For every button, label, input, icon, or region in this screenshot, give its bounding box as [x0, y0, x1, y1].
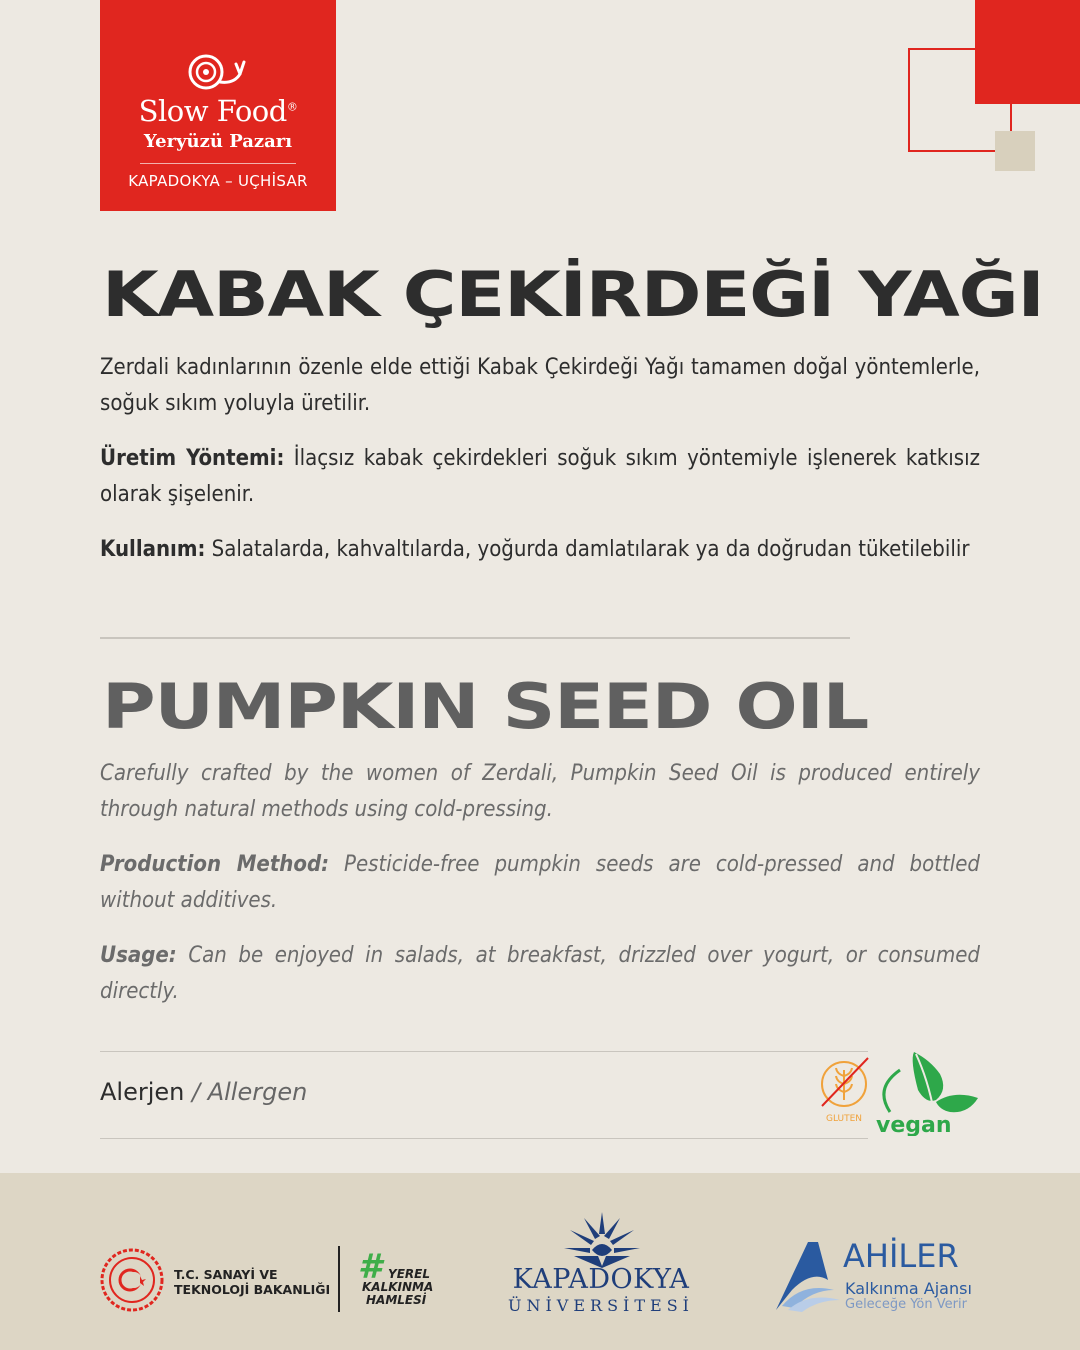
- allergen-divider-top: [100, 1051, 868, 1052]
- turkish-usage: [100, 532, 980, 568]
- english-usage-text: Can be enjoyed in salads, at breakfast, drizzled over yogurt, or consumed directly.: [100, 943, 980, 1004]
- agency-subtitle: Kalkınma Ajansı: [845, 1279, 972, 1298]
- english-title: PUMPKIN SEED OIL: [102, 670, 869, 743]
- footer-separator: [338, 1246, 340, 1312]
- campaign-line-3: HAMLESİ: [366, 1293, 427, 1307]
- english-usage-label: Usage:: [100, 943, 177, 968]
- university-name: KAPADOKYA: [512, 1264, 690, 1295]
- logo-divider: [140, 163, 296, 164]
- brand-subtitle: Yeryüzü Pazarı: [143, 131, 293, 152]
- turkish-usage-label: Kullanım:: [100, 537, 206, 562]
- english-method-label: Production Method:: [100, 852, 330, 877]
- allergen-label-en: / Allergen: [184, 1078, 308, 1106]
- ahiler-logo-icon: [772, 1240, 842, 1312]
- allergen-label: [100, 1078, 307, 1106]
- ministry-name: [174, 1267, 330, 1297]
- decor-beige-square: [995, 131, 1035, 171]
- turkish-method-text: İlaçsız kabak çekirdekleri soğuk sıkım yöntemiyle işlenerek katkısız olarak şişelenir.: [100, 446, 980, 507]
- allergen-label-tr: Alerjen: [100, 1078, 185, 1106]
- slow-food-logo: [100, 0, 336, 211]
- turkish-intro: Zerdali kadınlarının özenle elde ettiği Kabak Çekirdeği Yağı tamamen doğal yöntemlerle, soğuk sıkım yoluyla üretilir.: [100, 355, 980, 416]
- ministry-line-1: T.C. SANAYİ VE: [174, 1267, 278, 1282]
- gluten-label: GLUTEN: [825, 1114, 863, 1124]
- ministry-seal-icon: [100, 1248, 164, 1312]
- turkish-title: KABAK ÇEKİRDEĞİ YAĞI: [102, 258, 1044, 331]
- snail-icon: [186, 52, 248, 92]
- turkish-usage-text: Salatalarda, kahvaltılarda, yoğurda damlatılarak ya da doğrudan tüketilebilir: [205, 537, 970, 562]
- university-subtitle: ÜNİVERSİTESİ: [508, 1296, 694, 1315]
- gluten-free-icon: [818, 1054, 870, 1126]
- english-method-text: Pesticide-free pumpkin seeds are cold-pressed and bottled without additives.: [100, 852, 980, 913]
- english-method: [100, 847, 980, 919]
- agency-slogan: Geleceğe Yön Verir: [845, 1297, 967, 1312]
- campaign-name: [362, 1268, 433, 1307]
- vegan-label: vegan: [876, 1113, 952, 1136]
- decor-red-square: [975, 0, 1080, 104]
- campaign-line-1: YEREL: [388, 1267, 430, 1281]
- campaign-line-2: KALKINMA: [362, 1280, 434, 1294]
- english-intro: Carefully crafted by the women of Zerdali, Pumpkin Seed Oil is produced entirely through natural methods using cold-pressing.: [100, 761, 980, 822]
- ministry-line-2: TEKNOLOJİ BAKANLIĞI: [174, 1282, 331, 1297]
- university-emblem-icon: [562, 1210, 642, 1270]
- brand-name: Slow Food®: [138, 94, 298, 128]
- allergen-divider-bottom: [100, 1138, 868, 1139]
- turkish-method-label: Üretim Yöntemi:: [100, 446, 285, 471]
- hashtag-icon: #: [358, 1247, 382, 1287]
- english-usage: [100, 938, 980, 1010]
- brand-location: KAPADOKYA – UÇHİSAR: [128, 172, 308, 190]
- vegan-icon: [870, 1050, 982, 1136]
- turkish-method: [100, 441, 980, 513]
- agency-name: AHİLER: [843, 1237, 959, 1275]
- section-divider: [100, 637, 850, 639]
